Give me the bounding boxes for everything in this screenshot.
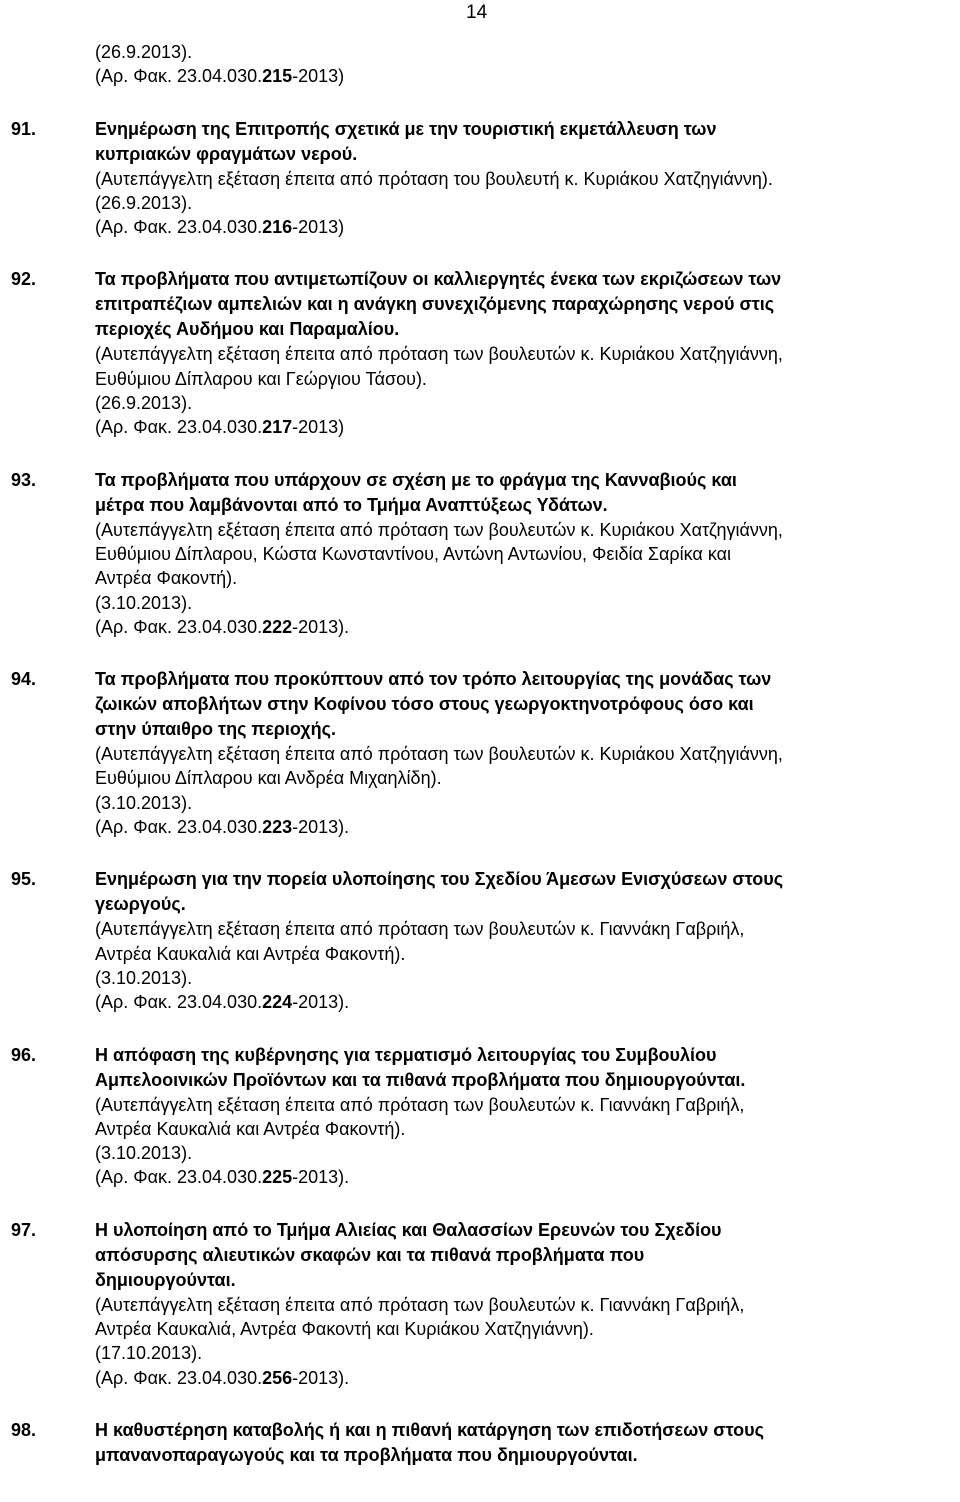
file-code: 224 [262,992,293,1013]
file-code: 222 [262,616,293,637]
item-number: 92. [11,269,37,290]
agenda-item [0,1418,960,1468]
item-spacer [0,639,960,667]
file-suffix: -2013) [292,217,345,238]
file-prefix: (Αρ. Φακ. 23.04.030. [95,616,263,637]
item-body [95,867,925,1014]
file-reference [95,415,925,439]
item-detail-line: Αντρέα Καυκαλιά, Αντρέα Φακοντή και Κυριάκου Χατζηγιάννη). [95,1319,594,1340]
item-title-line: δημιουργούνται. [95,1269,236,1290]
item-detail-line: (Αυτεπάγγελτη εξέταση έπειτα από πρόταση των βουλευτών κ. Κυριάκου Χατζηγιάννη, [95,519,783,540]
item-detail-line: (Αυτεπάγγελτη εξέταση έπειτα από πρόταση των βουλευτών κ. Γιαννάκη Γαβριήλ, [95,919,745,940]
item-detail-line: (Αυτεπάγγελτη εξέταση έπειτα από πρόταση των βουλευτών κ. Γιαννάκη Γαβριήλ, [95,1294,745,1315]
file-code: 225 [262,1167,293,1188]
item-title-line: Τα προβλήματα που υπάρχουν σε σχέση με το φράγμα της Κανναβιούς και [95,469,737,490]
item-body [95,1218,925,1390]
item-detail-line: Ευθύμιου Δίπλαρου και Γεώργιου Τάσου). [95,368,427,389]
file-suffix: -2013). [292,992,350,1013]
item-body [95,468,925,639]
agenda-item [0,267,960,439]
item-detail-line: (26.9.2013). [95,42,193,62]
item-number: 96. [11,1044,37,1065]
item-title-line: Η απόφαση της κυβέρνησης για τερματισμό λειτουργίας του Συμβουλίου [95,1044,717,1065]
item-title-line: επιτραπέζιων αμπελιών και η ανάγκη συνεχιζόμενης παραχώρησης νερού στις [95,294,775,315]
item-title-line: Τα προβλήματα που προκύπτουν από τον τρόπο λειτουργίας της μονάδας των [95,669,772,690]
item-spacer [0,1190,960,1218]
item-number: 94. [11,669,37,690]
item-title-line: Τα προβλήματα που αντιμετωπίζουν οι καλλιεργητές ένεκα των εκριζώσεων των [95,269,782,290]
item-body [95,267,925,439]
agenda-list [0,40,960,1468]
item-title-line: Ενημέρωση της Επιτροπής σχετικά με την τουριστική εκμετάλλευση των [95,118,717,139]
item-title-line: γεωργούς. [95,894,186,915]
item-title-line: Ενημέρωση για την πορεία υλοποίησης του Σχεδίου Άμεσων Ενισχύσεων στους [95,869,784,890]
item-number: 95. [11,869,37,890]
item-detail-line: (Αυτεπάγγελτη εξέταση έπειτα από πρόταση των βουλευτών κ. Γιαννάκη Γαβριήλ, [95,1094,745,1115]
file-reference [95,215,925,239]
item-number: 98. [11,1419,37,1440]
item-body [95,1043,925,1190]
file-reference [95,615,925,639]
item-title-line: μπανανοπαραγωγούς και τα προβλήματα που δημιουργούνται. [95,1444,638,1465]
item-title-line: μέτρα που λαμβάνονται από το Τμήμα Αναπτύξεως Υδάτων. [95,494,608,515]
item-title-line: απόσυρσης αλιευτικών σκαφών και τα πιθανά προβλήματα που [95,1244,645,1265]
item-detail-line: Ευθύμιου Δίπλαρου και Ανδρέα Μιχαηλίδη). [95,768,442,789]
item-spacer [0,839,960,867]
file-prefix: (Αρ. Φακ. 23.04.030. [95,217,263,238]
agenda-item [0,1043,960,1190]
file-prefix: (Αρ. Φακ. 23.04.030. [95,992,263,1013]
item-detail-line: (26.9.2013). [95,192,193,213]
item-number: 91. [11,118,37,139]
file-prefix: (Αρ. Φακ. 23.04.030. [95,1167,263,1188]
item-detail-line: (3.10.2013). [95,592,193,613]
item-spacer [0,1390,960,1418]
file-suffix: -2013). [292,1167,350,1188]
item-detail-line: (Αυτεπάγγελτη εξέταση έπειτα από πρόταση των βουλευτών κ. Κυριάκου Χατζηγιάννη, [95,744,783,765]
item-detail-line: (Αυτεπάγγελτη εξέταση έπειτα από πρόταση των βουλευτών κ. Κυριάκου Χατζηγιάννη, [95,344,783,365]
file-prefix: (Αρ. Φακ. 23.04.030. [95,66,263,87]
item-detail-line: Αντρέα Φακοντή). [95,568,238,589]
file-suffix: -2013) [292,66,345,87]
file-reference [95,990,925,1014]
file-code: 256 [262,1367,293,1388]
agenda-item [0,40,960,89]
item-detail-line: Αντρέα Καυκαλιά και Αντρέα Φακοντή). [95,1118,406,1139]
agenda-item [0,117,960,240]
file-reference [95,1165,925,1189]
file-suffix: -2013). [292,1367,350,1388]
item-spacer [0,440,960,468]
file-reference [95,64,925,88]
item-number: 97. [11,1219,37,1240]
agenda-item [0,867,960,1014]
file-code: 223 [262,817,293,838]
item-detail-line: (26.9.2013). [95,393,193,414]
item-title-line: ζωικών αποβλήτων στην Κοφίνου τόσο στους γεωργοκτηνοτρόφους όσο και [95,694,754,715]
file-prefix: (Αρ. Φακ. 23.04.030. [95,417,263,438]
page-number: 14 [466,2,488,23]
item-spacer [0,239,960,267]
item-detail-line: Ευθύμιου Δίπλαρου, Κώστα Κωνσταντίνου, Αντώνη Αντωνίου, Φειδία Σαρίκα και [95,543,732,564]
agenda-item [0,468,960,639]
item-body [95,117,925,240]
file-reference [95,1366,925,1390]
item-title-line: στην ύπαιθρο της περιοχής. [95,719,336,740]
item-number: 93. [11,469,37,490]
item-detail-line: (3.10.2013). [95,967,193,988]
item-detail-line: Αντρέα Καυκαλιά και Αντρέα Φακοντή). [95,943,406,964]
file-code: 217 [262,417,293,438]
item-detail-line: (3.10.2013). [95,792,193,813]
item-title-line: κυπριακών φραγμάτων νερού. [95,143,358,164]
item-body [95,1418,925,1468]
file-reference [95,815,925,839]
file-prefix: (Αρ. Φακ. 23.04.030. [95,817,263,838]
file-suffix: -2013). [292,616,350,637]
file-code: 216 [262,217,293,238]
item-spacer [0,1015,960,1043]
item-detail-line: (17.10.2013). [95,1343,203,1364]
item-spacer [0,89,960,117]
item-detail-line: (3.10.2013). [95,1143,193,1164]
item-title-line: περιοχές Αυδήμου και Παραμαλίου. [95,319,400,340]
item-detail-line: (Αυτεπάγγελτη εξέταση έπειτα από πρόταση του βουλευτή κ. Κυριάκου Χατζηγιάννη). [95,168,773,189]
item-title-line: Η υλοποίηση από το Τμήμα Αλιείας και Θαλασσίων Ερευνών του Σχεδίου [95,1219,722,1240]
file-prefix: (Αρ. Φακ. 23.04.030. [95,1367,263,1388]
item-title-line: Η καθυστέρηση καταβολής ή και η πιθανή κατάργηση των επιδοτήσεων στους [95,1419,764,1440]
file-code: 215 [262,66,293,87]
agenda-item [0,667,960,839]
item-body [95,40,925,89]
agenda-item [0,1218,960,1390]
file-suffix: -2013). [292,817,350,838]
item-title-line: Αμπελοοινικών Προϊόντων και τα πιθανά προβλήματα που δημιουργούνται. [95,1069,746,1090]
item-body [95,667,925,839]
file-suffix: -2013) [292,417,345,438]
